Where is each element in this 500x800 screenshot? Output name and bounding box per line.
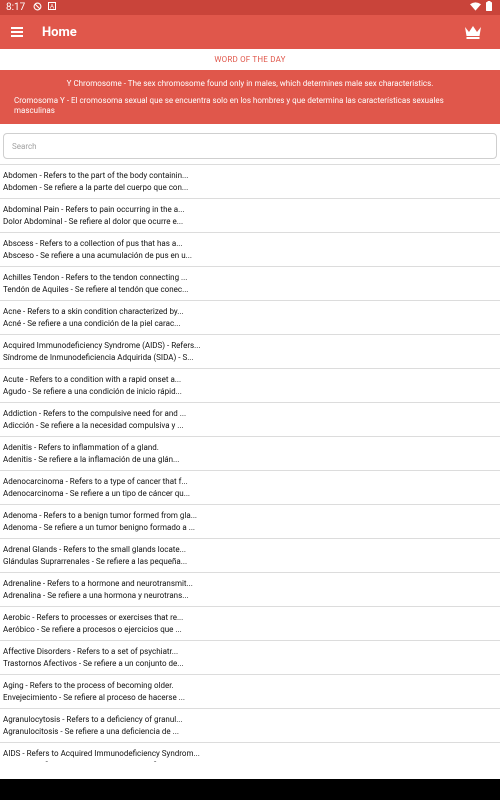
list-item[interactable] — [0, 402, 500, 436]
entry-english: Adenitis - Refers to inflammation of a gland. — [3, 443, 159, 452]
entry-english: Adenocarcinoma - Refers to a type of cancer that f... — [3, 477, 188, 486]
search-bar — [0, 124, 500, 163]
list-item[interactable] — [0, 606, 500, 640]
crown-icon[interactable] — [464, 24, 482, 40]
entry-spanish: Glándulas Suprarrenales - Se refiere a las pequeña... — [3, 557, 188, 566]
status-time: 8:17 — [6, 2, 26, 13]
list-item[interactable] — [0, 164, 500, 198]
entry-spanish: Síndrome de Inmunodeficiencia Adquirida (SIDA) - S... — [3, 353, 194, 362]
entry-english: Adenoma - Refers to a benign tumor formed from gla... — [3, 511, 198, 520]
list-item[interactable] — [0, 470, 500, 504]
list-item[interactable] — [0, 266, 500, 300]
entry-spanish: Agudo - Se refiere a una condición de inicio rápid... — [3, 387, 182, 396]
wifi-icon — [470, 2, 481, 14]
hamburger-menu-icon[interactable] — [0, 15, 34, 49]
status-bar — [0, 0, 500, 15]
entry-spanish: Adenocarcinoma - Se refiere a un tipo de cáncer qu... — [3, 489, 191, 498]
entry-english: Acute - Refers to a condition with a rapid onset a... — [3, 375, 182, 384]
list-item[interactable] — [0, 572, 500, 606]
list-item[interactable] — [0, 334, 500, 368]
entry-spanish: Aeróbico - Se refiere a procesos o ejercicios que ... — [3, 625, 182, 634]
entry-english: Aging - Refers to the process of becoming older. — [3, 681, 174, 690]
entry-spanish: Agranulocitosis - Se refiere a una deficiencia de ... — [3, 727, 179, 736]
list-item[interactable] — [0, 674, 500, 708]
entry-english: Abdominal Pain - Refers to pain occurring in the a... — [3, 205, 185, 214]
entry-spanish: Adenitis - Se refiere a la inflamación de una glán... — [3, 455, 180, 464]
entry-spanish: Adicción - Se refiere a la necesidad compulsiva y ... — [3, 421, 184, 430]
entry-english: Adrenaline - Refers to a hormone and neurotransmit... — [3, 579, 193, 588]
entry-spanish: Envejecimiento - Se refiere al proceso de hacerse ... — [3, 693, 186, 702]
entry-english: Acquired Immunodeficiency Syndrome (AIDS) - Refers... — [3, 341, 201, 350]
list-item[interactable] — [0, 640, 500, 674]
do-not-disturb-icon — [33, 2, 42, 14]
glossary-list[interactable] — [0, 164, 500, 762]
word-of-the-day-english: Y Chromosome - The sex chromosome found only in males, which determines male sex characteristics. — [66, 79, 434, 88]
entry-spanish: Abdomen - Se refiere a la parte del cuerpo que con... — [3, 183, 189, 192]
word-of-the-day-spanish: Cromosoma Y - El cromosoma sexual que se encuentra solo en los hombres y que determina las características sexuales masculinas — [14, 96, 444, 115]
list-bottom-padding — [0, 762, 500, 779]
system-navigation-bar — [0, 779, 500, 800]
entry-spanish: Adenoma - Se refiere a un tumor benigno formado a ... — [3, 523, 196, 532]
entry-spanish: Absceso - Se refiere a una acumulación de pus en u... — [3, 251, 192, 260]
search-input[interactable] — [3, 133, 497, 159]
entry-spanish: Dolor Abdominal - Se refiere al dolor que ocurre e... — [3, 217, 184, 226]
entry-english: Adrenal Glands - Refers to the small glands locate... — [3, 545, 186, 554]
list-item[interactable] — [0, 232, 500, 266]
entry-spanish: Tendón de Aquiles - Se refiere al tendón que conec... — [3, 285, 189, 294]
entry-english: Achilles Tendon - Refers to the tendon connecting ... — [3, 273, 188, 282]
entry-english: Abdomen - Refers to the part of the body containin... — [3, 171, 189, 180]
entry-english: Acne - Refers to a skin condition characterized by... — [3, 307, 184, 316]
list-item[interactable] — [0, 504, 500, 538]
entry-english: Agranulocytosis - Refers to a deficiency of granul... — [3, 715, 183, 724]
battery-icon — [486, 1, 492, 14]
entry-spanish: Trastornos Afectivos - Se refiere a un conjunto de... — [3, 659, 184, 668]
list-item[interactable] — [0, 538, 500, 572]
svg-text:A: A — [50, 4, 55, 11]
notification-icon — [48, 2, 56, 13]
word-of-the-day-card[interactable] — [0, 71, 500, 124]
entry-spanish: Acné - Se refiere a una condición de la piel carac... — [3, 319, 181, 328]
list-item[interactable] — [0, 436, 500, 470]
app-bar — [0, 15, 500, 49]
word-of-the-day-label: WORD OF THE DAY — [0, 49, 500, 71]
list-item[interactable] — [0, 708, 500, 742]
entry-spanish: Adrenalina - Se refiere a una hormona y neurotrans... — [3, 591, 189, 600]
page-title: Home — [42, 24, 77, 40]
list-item[interactable] — [0, 368, 500, 402]
list-item[interactable] — [0, 198, 500, 232]
entry-english: Addiction - Refers to the compulsive need for and ... — [3, 409, 187, 418]
entry-english: Affective Disorders - Refers to a set of psychiatr... — [3, 647, 179, 656]
list-item[interactable] — [0, 300, 500, 334]
entry-english: Abscess - Refers to a collection of pus that has a... — [3, 239, 183, 248]
entry-english: AIDS - Refers to Acquired Immunodeficiency Syndrom... — [3, 749, 200, 758]
entry-english: Aerobic - Refers to processes or exercises that re... — [3, 613, 184, 622]
